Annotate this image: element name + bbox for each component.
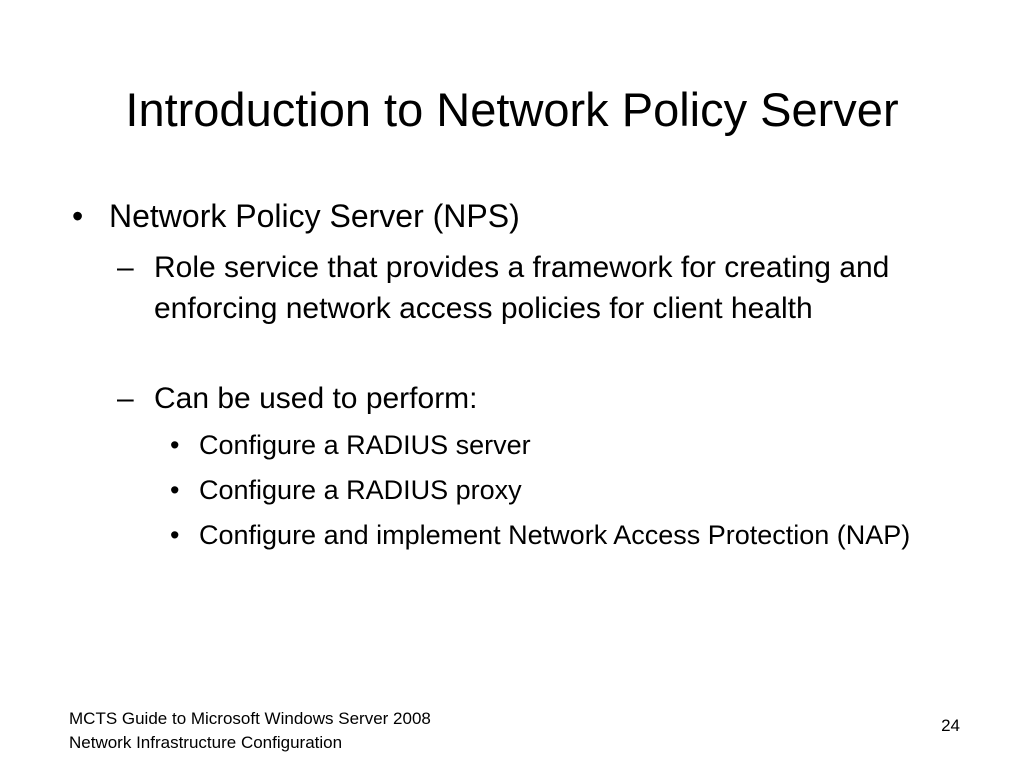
- footer-line-2: Network Infrastructure Configuration: [69, 733, 343, 752]
- dash-marker: –: [117, 382, 134, 415]
- bullet-marker: •: [170, 520, 180, 550]
- slide-footer: [69, 707, 431, 755]
- bullet-text: Network Policy Server (NPS): [109, 198, 520, 234]
- footer-line-1: MCTS Guide to Microsoft Windows Server 2008: [69, 709, 431, 728]
- bullet-marker: •: [170, 475, 180, 505]
- bullet-level3: [170, 517, 944, 554]
- bullet-level2: [117, 247, 944, 329]
- dash-marker: –: [117, 251, 134, 284]
- bullet-level3: [170, 427, 944, 464]
- bullet-level2: [117, 378, 944, 419]
- bullet-marker: •: [170, 430, 180, 460]
- page-number: 24: [941, 716, 960, 735]
- bullet-text: Configure a RADIUS server: [199, 430, 531, 460]
- bullet-text: Role service that provides a framework for creating and enforcing network access policies for client health: [154, 251, 890, 325]
- slide-title: Introduction to Network Policy Server: [125, 83, 899, 136]
- bullet-text: Configure a RADIUS proxy: [199, 475, 522, 505]
- bullet-text: Configure and implement Network Access Protection (NAP): [199, 520, 911, 550]
- bullet-marker: •: [72, 198, 84, 234]
- bullet-level3: [170, 472, 944, 509]
- bullet-text: Can be used to perform:: [154, 382, 478, 415]
